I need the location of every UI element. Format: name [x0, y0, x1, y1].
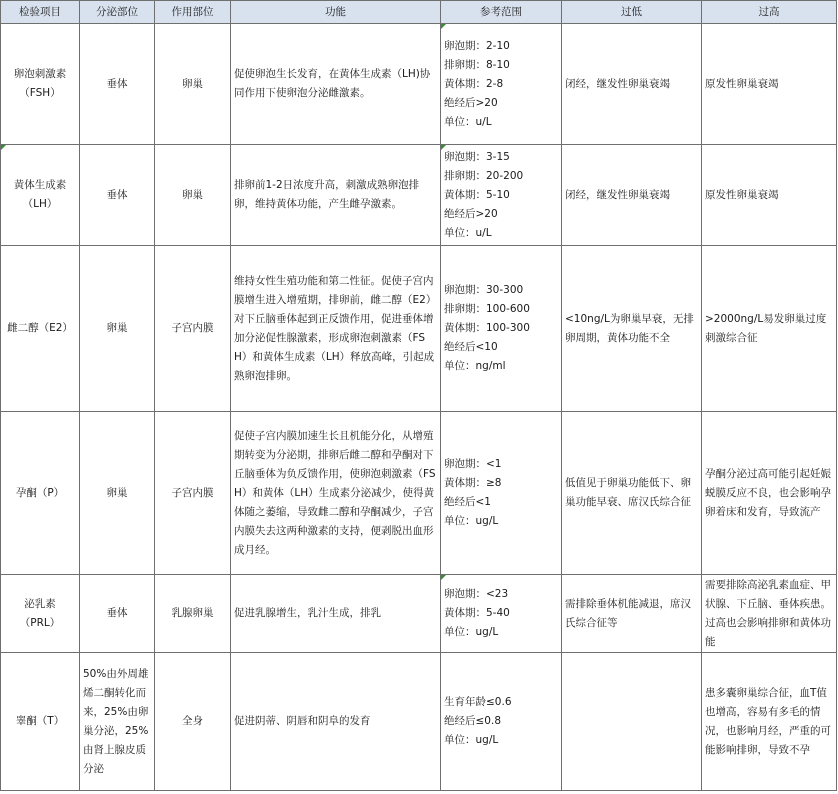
table-header-row: [1, 1, 837, 24]
function-cell: 促使卵泡生长发育，在黄体生成素（LH)协同作用下使卵泡分泌雌激素。: [231, 24, 441, 145]
secretion-cell: 卵巢: [80, 246, 155, 412]
table-row-t: [1, 653, 837, 791]
secretion-cell: 50%由外周雄 烯二酮转化而 来，25%由卵 巢分泌，25% 由肾上腺皮质 分泌: [80, 653, 155, 791]
item-cell: 雌二醇（E2）: [1, 246, 80, 412]
low-cell: <10ng/L为卵巢早衰，无排卵周期，黄体功能不全: [562, 246, 702, 412]
range-cell: 卵泡期：<23 黄体期：5-40 单位：ug/L: [441, 575, 562, 653]
low-cell: 闭经，继发性卵巢衰竭: [562, 145, 702, 246]
header-function: 功能: [231, 1, 441, 24]
table-row-p: [1, 412, 837, 575]
header-item: 检验项目: [1, 1, 80, 24]
item-cell: 孕酮（P）: [1, 412, 80, 575]
high-cell: 孕酮分泌过高可能引起妊娠蜕膜反应不良，也会影响孕卵着床和发育，导致流产: [702, 412, 837, 575]
function-cell: 促进乳腺增生，乳汁生成，排乳: [231, 575, 441, 653]
high-cell: >2000ng/L易发卵巢过度刺激综合征: [702, 246, 837, 412]
range-cell: 卵泡期：3-15 排卵期：20-200 黄体期：5-10 绝经后>20 单位：u/L: [441, 145, 562, 246]
table-row-fsh: [1, 24, 837, 145]
table-row-e2: [1, 246, 837, 412]
target-cell: 乳腺卵巢: [155, 575, 231, 653]
low-cell: [562, 653, 702, 791]
header-secretion-site: 分泌部位: [80, 1, 155, 24]
high-cell: 患多囊卵巢综合征，血T值也增高，容易有多毛的情况，也影响月经，严重的可能影响排卵，导致不孕: [702, 653, 837, 791]
table-row-prl: [1, 575, 837, 653]
target-cell: 全身: [155, 653, 231, 791]
secretion-cell: 卵巢: [80, 412, 155, 575]
item-cell: 泌乳素 （PRL）: [1, 575, 80, 653]
low-cell: 低值见于卵巢功能低下、卵巢功能早衰、席汉氏综合征: [562, 412, 702, 575]
function-cell: 促进阴蒂、阴唇和阴阜的发育: [231, 653, 441, 791]
target-cell: 子宫内膜: [155, 412, 231, 575]
function-cell: 排卵前1-2日浓度升高，刺激成熟卵泡排卵，维持黄体功能，产生雌孕激素。: [231, 145, 441, 246]
low-cell: 需排除垂体机能减退，席汉氏综合征等: [562, 575, 702, 653]
secretion-cell: 垂体: [80, 575, 155, 653]
item-cell: 睾酮（T）: [1, 653, 80, 791]
range-cell: 卵泡期：<1 黄体期：≥8 绝经后<1 单位：ug/L: [441, 412, 562, 575]
high-cell: 需要排除高泌乳素血症、甲状腺、下丘脑、垂体疾患。过高也会影响排卵和黄体功能: [702, 575, 837, 653]
secretion-cell: 垂体: [80, 24, 155, 145]
range-cell: 卵泡期：30-300 排卵期：100-600 黄体期：100-300 绝经后<10 单位：ng/ml: [441, 246, 562, 412]
high-cell: 原发性卵巢衰竭: [702, 145, 837, 246]
range-cell: 生育年龄≤0.6 绝经后≤0.8 单位：ug/L: [441, 653, 562, 791]
target-cell: 卵巢: [155, 24, 231, 145]
table-row-lh: [1, 145, 837, 246]
header-target-site: 作用部位: [155, 1, 231, 24]
low-cell: 闭经，继发性卵巢衰竭: [562, 24, 702, 145]
function-cell: 促使子宫内膜加速生长且机能分化，从增殖期转变为分泌期，排卵后雌二醇和孕酮对下丘脑垂体为负反馈作用，使卵泡刺激素（FSH）和黄体（LH）生成素分泌减少，使得黄体随之萎缩，导致雌二醇和孕酮减少，子宫内膜失去这两种激素的支持，便剥脱出血形成月经。: [231, 412, 441, 575]
item-cell: 卵泡刺激素 （FSH）: [1, 24, 80, 145]
target-cell: 卵巢: [155, 145, 231, 246]
header-reference-range: 参考范围: [441, 1, 562, 24]
header-too-low: 过低: [562, 1, 702, 24]
target-cell: 子宫内膜: [155, 246, 231, 412]
range-cell: 卵泡期：2-10 排卵期：8-10 黄体期：2-8 绝经后>20 单位：u/L: [441, 24, 562, 145]
high-cell: 原发性卵巢衰竭: [702, 24, 837, 145]
secretion-cell: 垂体: [80, 145, 155, 246]
function-cell: 维持女性生殖功能和第二性征。促使子宫内膜增生进入增殖期，排卵前，雌二醇（E2）对下丘脑垂体起到正反馈作用，促进垂体增加分泌促性腺激素，形成卵泡刺激素（FSH）和黄体生成素（LH）释放高峰，引起成熟卵泡排卵。: [231, 246, 441, 412]
header-too-high: 过高: [702, 1, 837, 24]
item-cell: 黄体生成素 （LH）: [1, 145, 80, 246]
